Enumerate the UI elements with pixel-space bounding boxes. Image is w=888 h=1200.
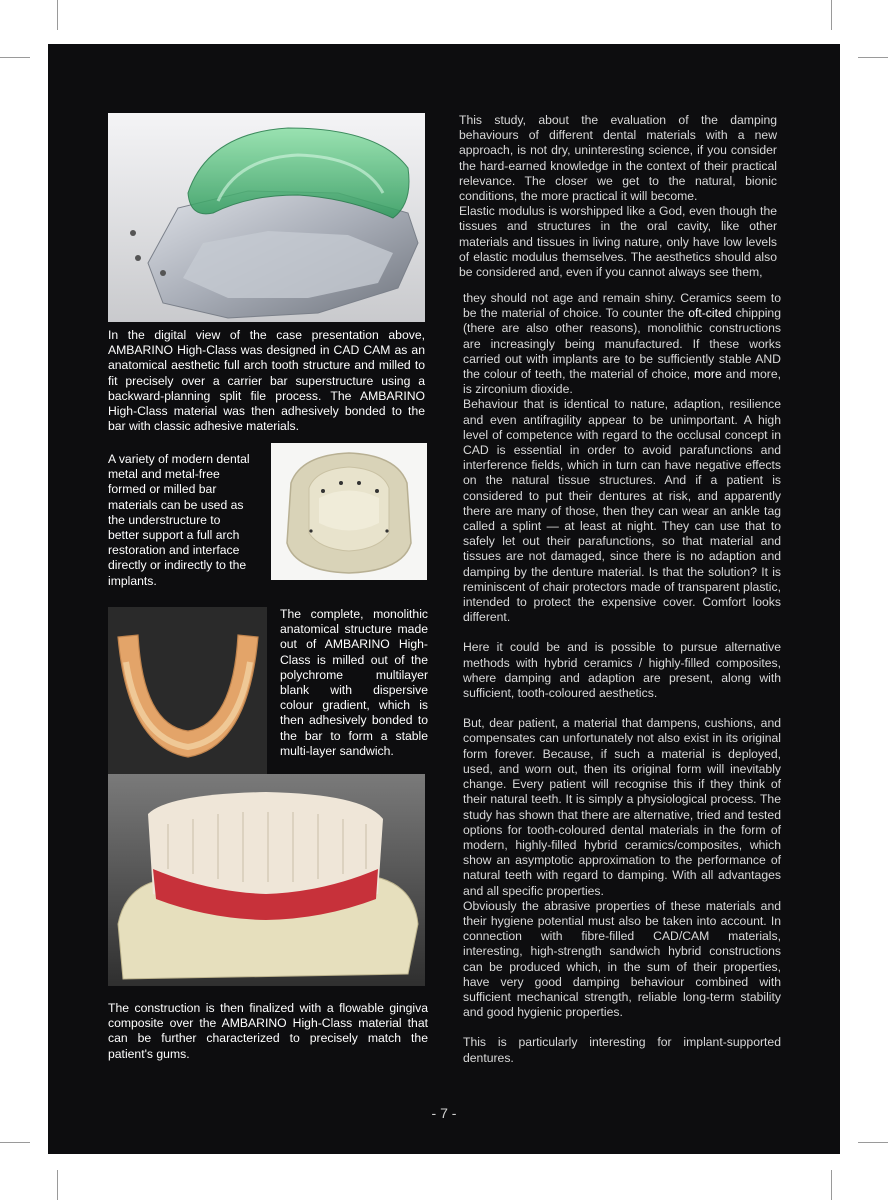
paragraph: But, dear patient, a material that dampens, cushions, and compensates can unfortunately not also exist in its original form forever. Because, if such a material is deployed, used, and worn out, then its original form will inevitably change. Every patient will recognise this if they think of their natural teeth. It is simply a physiological process. The study has shown that there are alternative, tried and tested options for tooth-coloured dental materials in the form of modern, highly-filled hybrid ceramics/composites, which show an asymptotic approximation to the performance of natural teeth with regard to damping. With all advantages and all specific properties.	[463, 716, 781, 898]
body-text-top	[459, 113, 777, 280]
cad-render-image	[108, 113, 425, 322]
paragraph: Behaviour that is identical to nature, adaption, resilience and even antifragility appear to be unimportant. A high level of competence with regard to the occlusal concept in CAD is essential in order to avoid parafunctions and interference fields, which in turn can have negative effects on the natural tissue structures. And if a patient is considered to put their dentures at risk, and apparently there are many of those, then they can wear an ankle tag called a splint — at least at night. They can use that to safely let out their parafunctions, so that material and tissues are not damaged, since there is no adaption and damping by the denture material. Is that the solution? It is reminiscent of chair protectors made of transparent plastic, intended to protect the expensive cover. Comfort looks different.	[463, 397, 781, 625]
crop-mark	[57, 0, 58, 30]
crop-mark	[57, 1170, 58, 1200]
page-number: - 7 -	[431, 1105, 457, 1121]
crop-mark	[0, 1142, 30, 1143]
text-span: chipping (there are also other reasons), monolithic constructions are increasingly being manufactured. If these works carried out with implants are to be sufficiently stable AND the colour of teeth, the material of choice,	[463, 306, 781, 382]
caption-gingiva: The construction is then finalized with a flowable gingiva composite over the AMBARINO High-Class material that can be further characterized to precisely match the patient's gums.	[108, 1001, 428, 1061]
monolithic-arch-image	[108, 607, 267, 783]
paragraph: Here it could be and is possible to pursue alternative methods with hybrid ceramics / highly-filled composites, where damping and adaption are present, along with sufficient, tooth-coloured aesthetics.	[463, 640, 781, 701]
paragraph: Elastic modulus is worshipped like a God, even though the tissues and structures in the oral cavity, like other materials and tissues in living nature, only have low levels of elastic modulus themselves. The aesthetics should also be considered and, even if you cannot always see them,	[459, 204, 777, 280]
paragraph: Obviously the abrasive properties of these materials and their hygiene potential must also be taken into account. In connection with fibre-filled CAD/CAM materials, interesting, high-strength sandwich hybrid constructions can be produced which, in the sum of their properties, have very good damping behaviour combined with sufficient mechanical strength, reliable long-term stability and good hygienic properties.	[463, 898, 781, 1020]
crop-mark	[831, 0, 832, 30]
paragraph: This is particularly interesting for implant-supported dentures.	[463, 1035, 781, 1065]
bar-model-image	[271, 443, 427, 580]
crop-mark	[858, 1142, 888, 1143]
paragraph: This study, about the evaluation of the damping behaviours of different dental materials with a new approach, is not dry, uninteresting science, if you consider the hard-earned knowledge in the context of their practical relevance. The closer we get to the natural, bionic conditions, the more practical it will become.	[459, 113, 777, 204]
caption-cad: In the digital view of the case presentation above, AMBARINO High-Class was designed in CAD CAM as an anatomical aesthetic full arch tooth structure and milled to fit precisely over a carrier bar superstructure using a backward-planning split file process. The AMBARINO High-Class material was then adhesively bonded to the bar with classic adhesive materials.	[108, 328, 425, 434]
highlight-text: more	[693, 367, 722, 382]
text-span: and more, is zirconium dioxide.	[463, 367, 781, 397]
crop-mark	[831, 1170, 832, 1200]
text-span: they should not age and remain shiny. Ceramics seem to be the material of choice. To counter the	[463, 291, 781, 321]
caption-monolithic: The complete, monolithic anatomical structure made out of AMBARINO High-Class is milled out of the polychrome multilayer blank with dispersive colour gradient, which is then adhesively bonded to the bar to form a stable multi-layer sandwich.	[280, 607, 428, 758]
page	[48, 44, 840, 1154]
crop-mark	[0, 57, 30, 58]
body-text-main	[463, 291, 781, 1066]
caption-metal: A variety of modern dental metal and metal-free formed or milled bar materials can be used as the understructure to better support a full arch restoration and interface directly or indirectly to the implants.	[108, 452, 250, 588]
paragraph	[463, 291, 781, 397]
highlight-text: oft-cited	[688, 306, 732, 321]
gingiva-model-image	[108, 774, 425, 986]
crop-mark	[858, 57, 888, 58]
